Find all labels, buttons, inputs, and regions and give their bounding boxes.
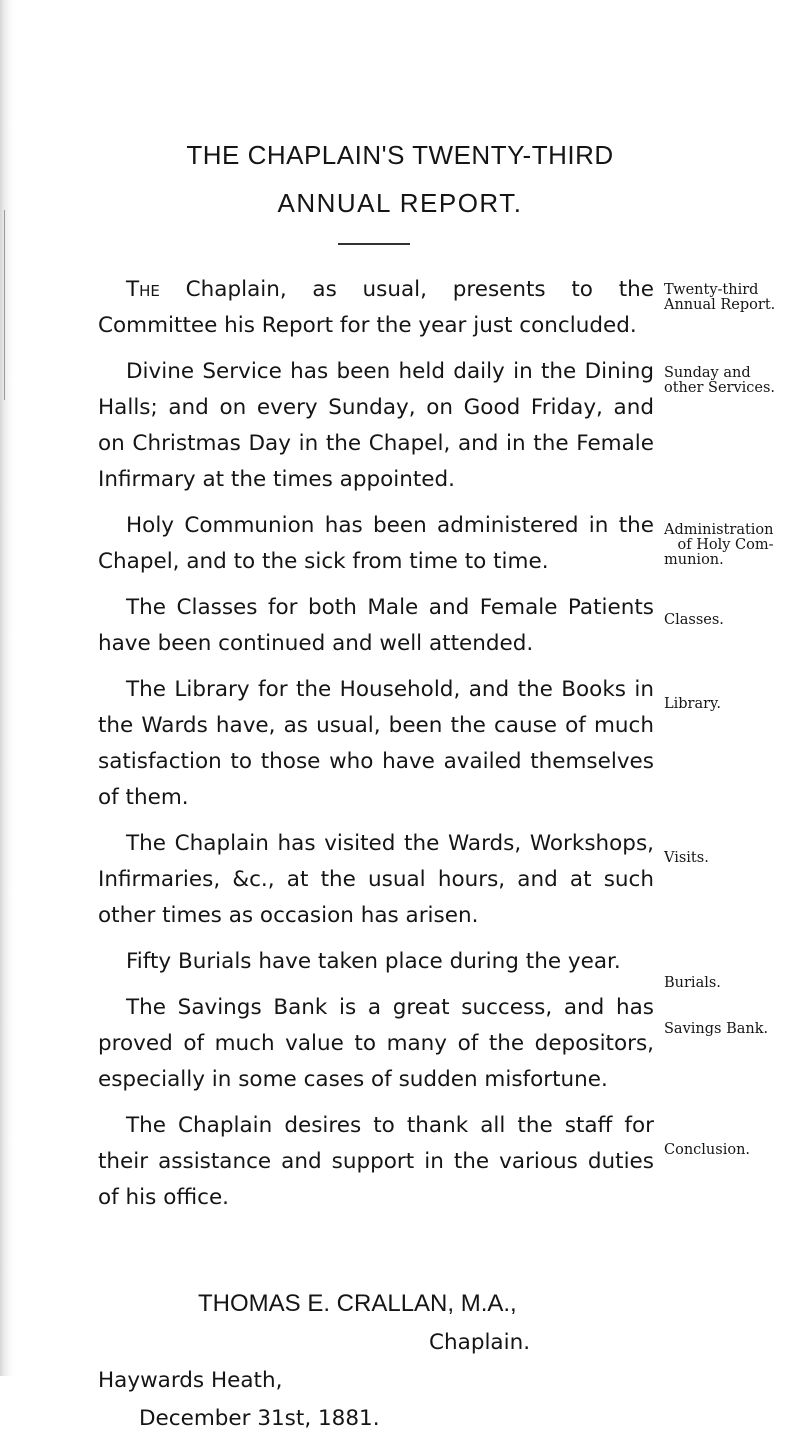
margin-note-line: of Holy Com- <box>677 537 774 553</box>
paragraph-text: The Library for the Household, and the Books in the Wards have, as usual, been the cause of much satisfaction to those who have availed themselves of them. <box>98 677 654 810</box>
margin-note-line: Burials. <box>664 975 721 991</box>
margin-note-conclusion <box>664 1143 750 1158</box>
signature-name: THOMAS E. CRALLAN, M.A., <box>198 1290 517 1317</box>
paragraph-conclusion <box>98 1108 654 1216</box>
margin-note-visits <box>664 851 709 866</box>
margin-note-line: Administration <box>664 522 774 538</box>
paragraph-communion <box>98 508 654 580</box>
margin-note-line: Classes. <box>664 612 724 628</box>
paragraph-library <box>98 672 654 816</box>
page-edge-line <box>4 210 5 400</box>
margin-note-line: Library. <box>664 696 721 712</box>
paragraph-services <box>98 354 654 498</box>
report-body <box>98 272 654 1226</box>
paragraph-text: The Chaplain has visited the Wards, Workshops, Infirmaries, &c., at the usual hours, and at such other times as occasion has arisen. <box>98 831 654 928</box>
margin-note-burials <box>664 976 721 991</box>
paragraph-text: Holy Communion has been administered in the Chapel, and to the sick from time to time. <box>98 513 654 574</box>
paragraph-burials <box>98 944 654 980</box>
margin-note-library <box>664 697 721 712</box>
paragraph-text: The Chaplain desires to thank all the staff for their assistance and support in the various duties of his office. <box>98 1113 654 1210</box>
margin-note-twenty-third <box>664 283 775 313</box>
paragraph-report <box>98 272 654 344</box>
margin-note-line: Savings Bank. <box>664 1021 769 1037</box>
margin-note-classes <box>664 613 724 628</box>
sign-off-place: Haywards Heath, <box>98 1368 283 1393</box>
margin-note-line: Annual Report. <box>664 297 776 313</box>
paragraph-text: The Savings Bank is a great success, and has proved of much value to many of the depositors, especially in some cases of sudden misfortune. <box>98 995 654 1092</box>
title-rule <box>338 243 410 245</box>
margin-note-line: Sunday and <box>664 365 751 381</box>
margin-note-communion <box>664 523 774 568</box>
signature-title: Chaplain. <box>429 1330 531 1355</box>
report-title: THE CHAPLAIN'S TWENTY-THIRD <box>186 140 614 170</box>
margin-note-line: munion. <box>664 552 724 568</box>
paragraph-lead: The <box>126 277 160 302</box>
margin-note-line: Conclusion. <box>664 1142 751 1158</box>
paragraph-savings-bank <box>98 990 654 1098</box>
margin-note-line: Visits. <box>664 850 709 866</box>
paragraph-text: Divine Service has been held daily in the Dining Halls; and on every Sunday, on Good Friday, and on Christmas Day in the Chapel, and in the Female Infirmary at the times appointed. <box>98 359 654 492</box>
sign-off-date: December 31st, 1881. <box>139 1406 380 1431</box>
margin-note-line: Twenty-third <box>664 282 759 298</box>
report-subtitle: ANNUAL REPORT. <box>277 188 523 218</box>
margin-note-savings-bank <box>664 1022 768 1037</box>
paragraph-text: The Classes for both Male and Female Patients have been continued and well attended. <box>98 595 654 656</box>
margin-note-services <box>664 366 775 396</box>
paragraph-text: Fifty Burials have taken place during the year. <box>126 949 621 974</box>
paragraph-classes <box>98 590 654 662</box>
paragraph-text: Chaplain, as usual, presents to the Committee his Report for the year just concluded. <box>98 277 654 338</box>
margin-note-line: other Services. <box>664 380 776 396</box>
paragraph-visits <box>98 826 654 934</box>
